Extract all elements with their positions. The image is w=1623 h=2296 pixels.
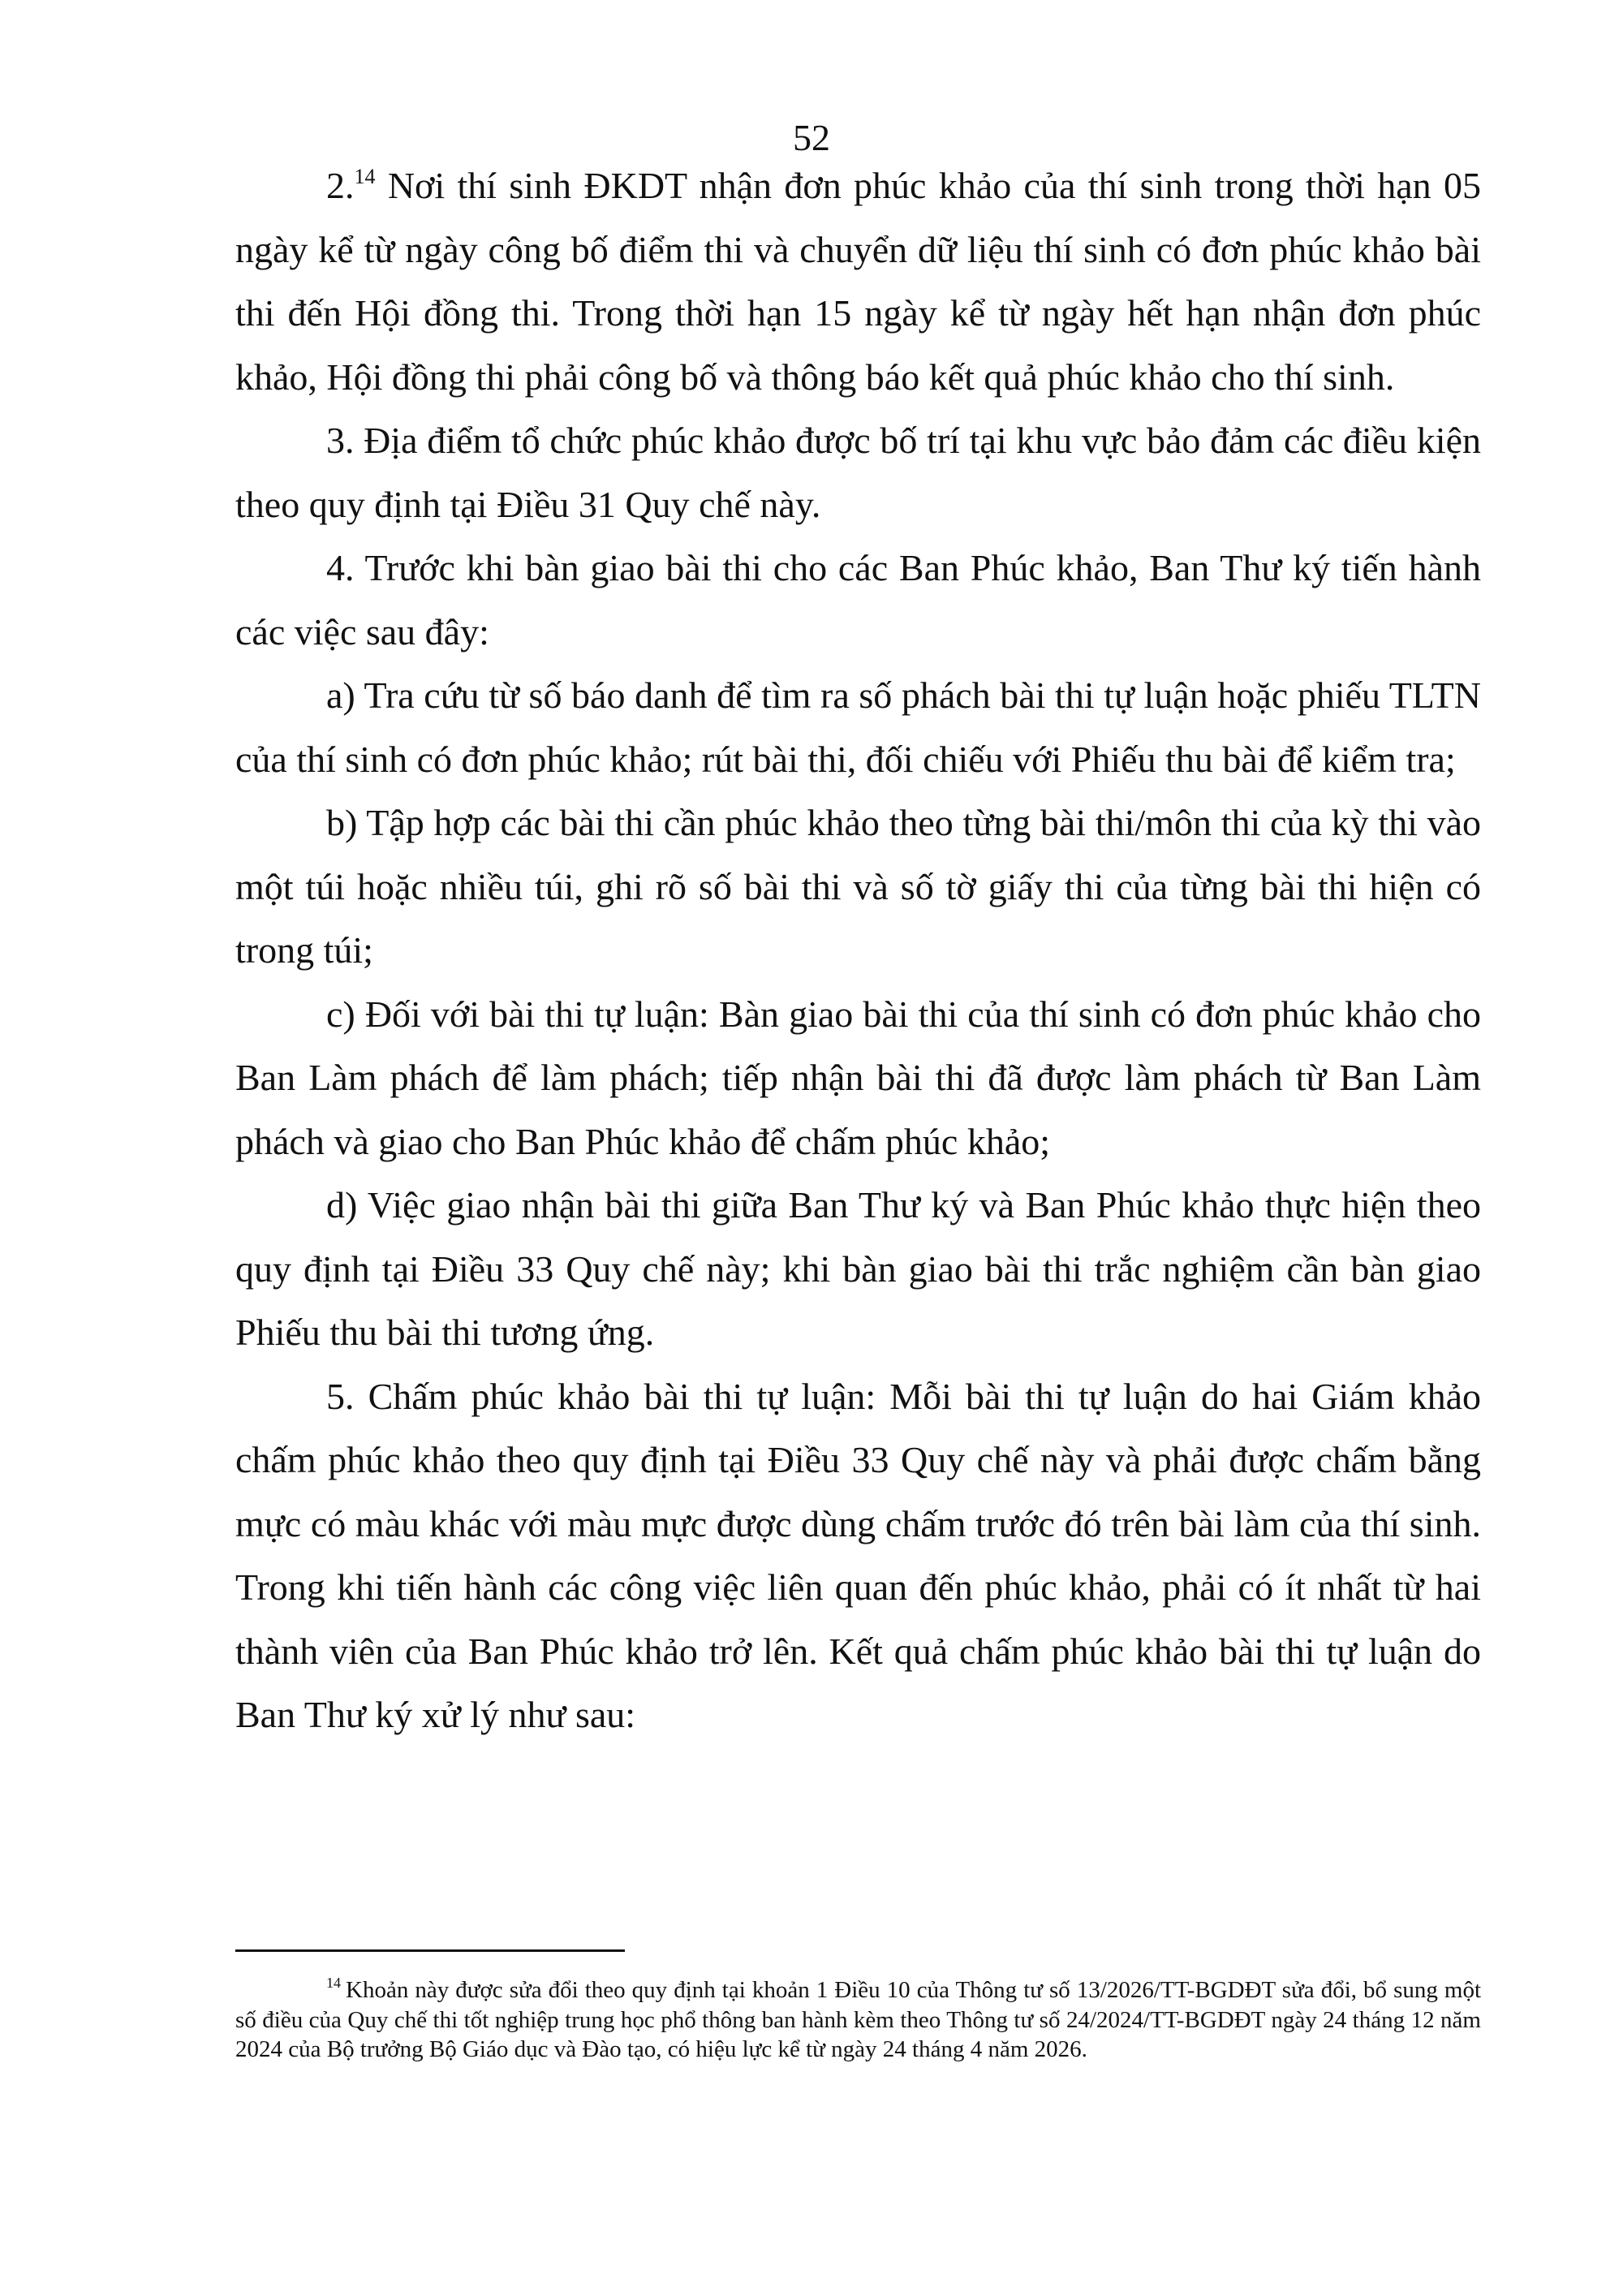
paragraph-4c: c) Đối với bài thi tự luận: Bàn giao bài thi của thí sinh có đơn phúc khảo cho Ban Làm phách để làm phách; tiếp nhận bài thi đã được làm phách từ Ban Làm phách và giao cho Ban Phúc khảo để chấm phúc khảo; — [235, 993, 1481, 1162]
paragraph-2 — [235, 154, 1481, 409]
footnote-number: 14 — [326, 1975, 341, 1991]
paragraph-3: 3. Địa điểm tổ chức phúc khảo được bố trí tại khu vực bảo đảm các điều kiện theo quy định tại Điều 31 Quy chế này. — [235, 420, 1481, 525]
paragraph-4b: b) Tập hợp các bài thi cần phúc khảo theo từng bài thi/môn thi của kỳ thi vào một túi hoặc nhiều túi, ghi rõ số bài thi và số tờ giấy thi của từng bài thi hiện có trong túi; — [235, 802, 1481, 971]
footnotes — [235, 1975, 1481, 2065]
footnote-14 — [235, 1975, 1481, 2065]
paragraph-text: Nơi thí sinh ĐKDT nhận đơn phúc khảo của thí sinh trong thời hạn 05 ngày kể từ ngày công bố điểm thi và chuyển dữ liệu thí sinh có đơn phúc khảo bài thi đến Hội đồng thi. Trong thời hạn 15 ngày kể từ ngày hết hạn nhận đơn phúc khảo, Hội đồng thi phải công bố và thông báo kết quả phúc khảo cho thí sinh. — [235, 165, 1481, 398]
page-number: 52 — [793, 117, 830, 158]
paragraph-4a: a) Tra cứu từ số báo danh để tìm ra số phách bài thi tự luận hoặc phiếu TLTN của thí sinh có đơn phúc khảo; rút bài thi, đối chiếu với Phiếu thu bài để kiểm tra; — [235, 674, 1481, 780]
paragraph-5: 5. Chấm phúc khảo bài thi tự luận: Mỗi bài thi tự luận do hai Giám khảo chấm phúc khảo theo quy định tại Điều 33 Quy chế này và phải được chấm bằng mực có màu khác với màu mực được dùng chấm trước đó trên bài làm của thí sinh. Trong khi tiến hành các công việc liên quan đến phúc khảo, phải có ít nhất từ hai thành viên của Ban Phúc khảo trở lên. Kết quả chấm phúc khảo bài thi tự luận do Ban Thư ký xử lý như sau: — [235, 1375, 1481, 1735]
paragraph-marker: 2. — [326, 165, 355, 206]
footnote-reference[interactable]: 14 — [354, 165, 376, 188]
body-text — [235, 154, 1481, 1747]
footnote-divider — [235, 1949, 625, 1952]
paragraph-4: 4. Trước khi bàn giao bài thi cho các Ban Phúc khảo, Ban Thư ký tiến hành các việc sau đây: — [235, 547, 1481, 653]
paragraph-4d: d) Việc giao nhận bài thi giữa Ban Thư ký và Ban Phúc khảo thực hiện theo quy định tại Điều 33 Quy chế này; khi bàn giao bài thi trắc nghiệm cần bàn giao Phiếu thu bài thi tương ứng. — [235, 1184, 1481, 1353]
footnote-text: Khoản này được sửa đổi theo quy định tại khoản 1 Điều 10 của Thông tư số 13/2026/TT-BGDĐT sửa đổi, bổ sung một số điều của Quy chế thi tốt nghiệp trung học phổ thông ban hành kèm theo Thông tư số 24/2024/TT-BGDĐT ngày 24 tháng 12 năm 2024 của Bộ trưởng Bộ Giáo dục và Đào tạo, có hiệu lực kể từ ngày 24 tháng 4 năm 2026. — [235, 1977, 1481, 2062]
